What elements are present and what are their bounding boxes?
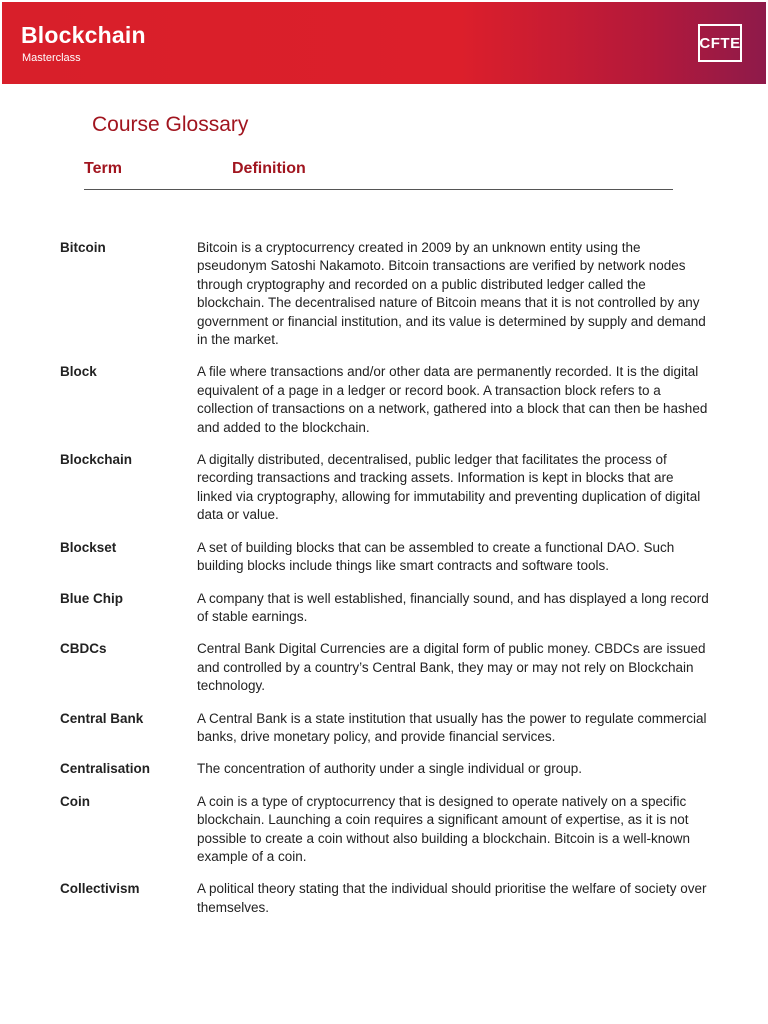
glossary-definition: Bitcoin is a cryptocurrency created in 2009 by an unknown entity using the pseudonym Satoshi Nakamoto. Bitcoin transactions are verified by network nodes through cryptography and recorded on a public distributed ledger called the blockchain. The decentralised nature of Bitcoin means that it is not controlled by any government or financial institution, and its value is determined by supply and demand in the market. xyxy=(197,240,706,348)
brand-subtitle: Masterclass xyxy=(22,52,81,64)
glossary-entry xyxy=(60,760,720,778)
glossary-entry xyxy=(60,710,720,747)
glossary-definition: The concentration of authority under a single individual or group. xyxy=(197,761,582,777)
cfte-logo: CFTE xyxy=(698,24,742,62)
glossary-term: Blockchain xyxy=(60,452,133,468)
glossary-definition: A company that is well established, financially sound, and has displayed a long record of stable earnings. xyxy=(197,590,709,624)
term-column-header: Term xyxy=(84,160,122,177)
glossary-entry xyxy=(60,640,720,695)
glossary-entry xyxy=(60,539,720,576)
glossary-definition: A Central Bank is a state institution that usually has the power to regulate commercial banks, drive monetary policy, and provide financial services. xyxy=(197,710,707,744)
glossary-term: CBDCs xyxy=(60,641,107,657)
brand-title: Blockchain xyxy=(21,22,146,48)
definition-column-header: Definition xyxy=(232,160,306,177)
glossary-entry xyxy=(60,363,720,437)
glossary-term: Block xyxy=(60,364,97,380)
glossary-term: Blue Chip xyxy=(60,590,123,606)
glossary-definition: A coin is a type of cryptocurrency that is designed to operate natively on a specific blockchain. Launching a coin requires a significant amount of expertise, as it is not possible to create a coin without also building a blockchain. Bitcoin is a well-known example of a coin. xyxy=(197,793,691,864)
glossary-definition: A digitally distributed, decentralised, public ledger that facilitates the process of recording transactions and tracking assets. Information is kept in blocks that are linked via cryptography, allowing for immutability and preventing duplication of digital data or value. xyxy=(197,452,701,523)
glossary-term: Blockset xyxy=(60,539,117,555)
glossary-term: Bitcoin xyxy=(60,240,106,255)
page-title: Course Glossary xyxy=(92,113,249,136)
glossary-definition: Central Bank Digital Currencies are a digital form of public money. CBDCs are issued and controlled by a country’s Central Bank, they may or may not rely on Blockchain technology. xyxy=(197,641,706,694)
glossary-list xyxy=(60,239,720,931)
glossary-term: Collectivism xyxy=(60,881,140,897)
glossary-term: Centralisation xyxy=(60,761,151,777)
header-divider xyxy=(84,189,673,190)
glossary-entry xyxy=(60,590,720,627)
glossary-entry xyxy=(60,239,720,349)
header-banner xyxy=(2,2,766,84)
glossary-term: Central Bank xyxy=(60,710,144,726)
glossary-entry xyxy=(60,451,720,525)
glossary-entry xyxy=(60,793,720,867)
glossary-entry xyxy=(60,880,720,917)
glossary-term: Coin xyxy=(60,793,90,809)
glossary-definition: A set of building blocks that can be assembled to create a functional DAO. Such building blocks include things like smart contracts and software tools. xyxy=(197,539,675,574)
glossary-definition: A political theory stating that the individual should prioritise the welfare of society over themselves. xyxy=(197,881,707,915)
glossary-definition: A file where transactions and/or other data are permanently recorded. It is the digital equivalent of a page in a ledger or record book. A transaction block refers to a collection of transactions on a network, gathered into a block that can then be hashed and added to the blockchain. xyxy=(197,364,708,435)
